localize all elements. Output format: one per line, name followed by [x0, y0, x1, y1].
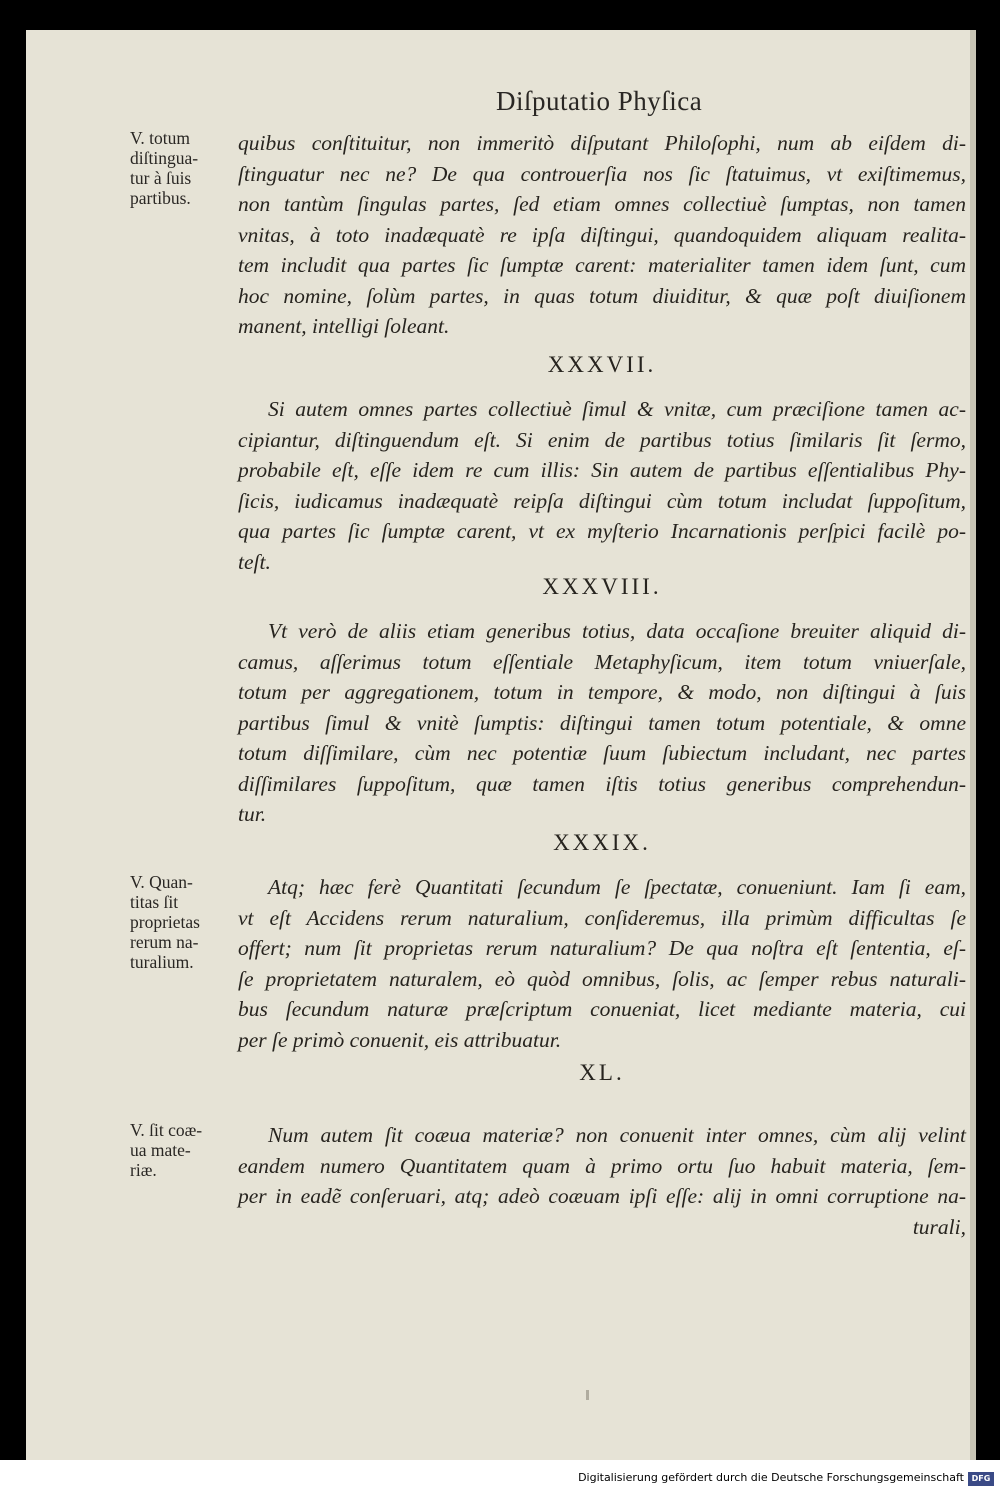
text-line: Vt verò de aliis etiam generibus totius, data occaſione breuiter aliquid di-: [268, 619, 966, 643]
text-line: vnitas, à toto inadæquatè re ipſa diſtingui, quandoquidem aliquam realita-: [238, 222, 966, 247]
text-line: Si autem omnes partes collectiuè ſimul & vnitæ, cum præciſione tamen ac-: [268, 397, 966, 421]
margin-line: ua mate-: [130, 1140, 191, 1160]
margin-line: riæ.: [130, 1160, 157, 1180]
margin-note-2: [130, 872, 240, 972]
text-line: ſtinguatur nec ne? De qua controuerſia nos ſic ſtatuimus, vt exiſtimemus,: [238, 161, 966, 186]
margin-line: partibus.: [130, 188, 191, 208]
text-line: teſt.: [238, 549, 271, 574]
text-line: partibus ſimul & vnitè ſumptis: diſtingui tamen totum potentiale, & omne: [238, 710, 966, 735]
text-line: diſſimilares ſuppoſitum, quæ tamen iſtis totius generibus comprehendun-: [238, 771, 966, 796]
text-line: per in eadẽ conſeruari, atq; adeò coæuam ipſi eſſe: alij in omni corruptione na-: [238, 1184, 966, 1208]
paragraph-3: [238, 616, 966, 830]
text-line: Atq; hæc ferè Quantitati ſecundum ſe ſpectatæ, conueniunt. Iam ſi eam,: [268, 875, 966, 899]
text-line: cipiantur, diſtinguendum eſt. Si enim de partibus totius ſimilaris ſit ſermo,: [238, 427, 966, 452]
margin-note-3: [130, 1120, 240, 1180]
text-line: non tantùm ſingulas partes, ſed etiam omnes collectiuè ſumptas, non tamen: [238, 192, 966, 216]
running-title: Diſputatio Phyſica: [496, 86, 703, 116]
margin-line: V. ſit coæ-: [130, 1120, 203, 1140]
margin-line: rerum na-: [130, 932, 199, 952]
margin-line: turalium.: [130, 952, 194, 972]
margin-line: titas ſit: [130, 892, 179, 912]
section-heading: XXXVII.: [547, 352, 657, 377]
footer-bar: [0, 1460, 1000, 1492]
text-line: Num autem ſit coæua materiæ? non conuenit inter omnes, cùm alij velint: [268, 1123, 966, 1147]
text-line: ſe proprietatem naturalem, eò quòd omnibus, ſolis, ac ſemper rebus naturali-: [238, 966, 966, 991]
ink-mark: [586, 1390, 589, 1400]
text-line: totum per aggregationem, totum in tempore, & modo, non diſtingui à ſuis: [238, 680, 966, 704]
text-line: tem includit qua partes ſic ſumptæ carent: materialiter tamen idem ſunt, cum: [238, 253, 966, 277]
dfg-logo-icon: DFG: [968, 1472, 994, 1486]
text-line: manent, intelligi ſoleant.: [238, 314, 450, 338]
text-line: ſicis, iudicamus inadæquatè reipſa diſtingui cùm totum includat ſuppoſitum,: [238, 488, 966, 513]
margin-line: tur à ſuis: [130, 168, 192, 188]
text-line: camus, aſſerimus totum eſſentiale Metaphyſicum, item totum vniuerſale,: [238, 649, 966, 674]
text-line: eandem numero Quantitatem quam à primo ortu ſuo habuit materia, ſem-: [238, 1153, 966, 1178]
text-line: turali,: [912, 1214, 966, 1239]
section-heading: XXXIX.: [553, 830, 651, 855]
text-line: hoc nomine, ſolùm partes, in quas totum diuiditur, & quæ poſt diuiſionem: [238, 283, 966, 308]
section-heading: XXXVIII.: [542, 574, 662, 599]
text-line: totum diſſimilare, cùm nec potentiæ ſuum ſubiectum includant, nec partes: [238, 741, 966, 765]
footer-credit: Digitalisierung gefördert durch die Deutsche Forschungsgemeinschaft: [578, 1471, 964, 1484]
text-line: quibus conſtituitur, non immeritò diſputant Philoſophi, num ab eiſdem di-: [238, 131, 966, 155]
text-line: qua partes ſic ſumptæ carent, vt ex myſterio Incarnationis perſpici facilè po-: [238, 519, 966, 543]
text-line: tur.: [238, 802, 267, 826]
paragraph-1: [238, 128, 966, 342]
margin-line: proprietas: [130, 912, 200, 932]
text-line: per ſe primò conuenit, eis attribuatur.: [238, 1027, 562, 1052]
margin-line: V. Quan-: [130, 872, 193, 892]
paragraph-4: [238, 872, 966, 1055]
margin-note-1: [130, 128, 240, 208]
section-heading: XL.: [579, 1060, 625, 1085]
margin-line: diſtingua-: [130, 148, 199, 168]
text-line: vt eſt Accidens rerum naturalium, conſideremus, illa primùm difficultas ſe: [238, 905, 966, 930]
text-line: bus ſecundum naturæ præſcriptum conueniat, licet mediante materia, cui: [238, 997, 966, 1021]
page: [26, 30, 976, 1460]
text-line: probabile eſt, eſſe idem re cum illis: Sin autem de partibus eſſentialibus Phy-: [238, 458, 966, 482]
paragraph-2: [238, 394, 966, 577]
margin-line: V. totum: [130, 128, 190, 148]
paragraph-5: [238, 1120, 966, 1242]
text-line: offert; num ſit proprietas rerum naturalium? De qua noſtra eſt ſententia, eſ-: [238, 936, 966, 960]
